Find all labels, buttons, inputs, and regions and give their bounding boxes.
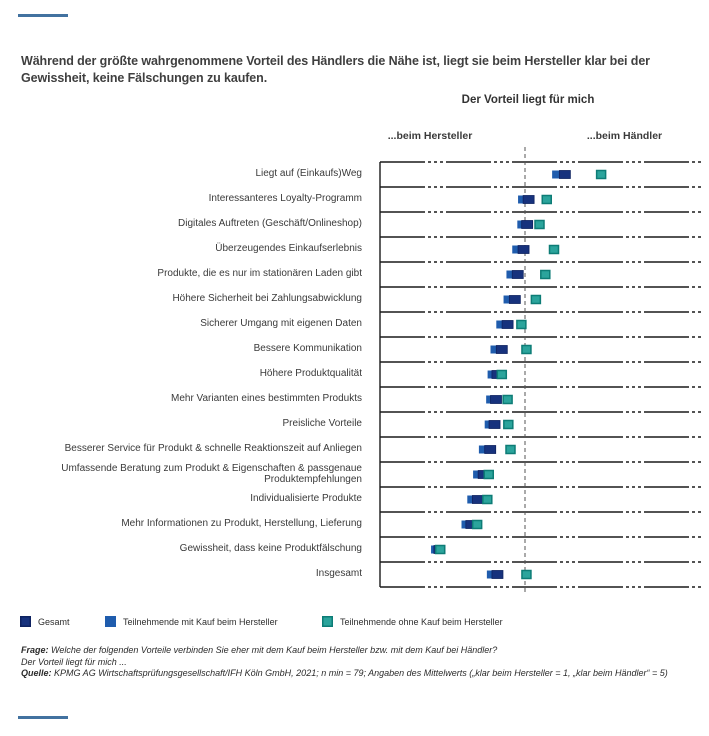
marker-gesamt bbox=[489, 421, 500, 429]
legend-chip-ohne-kauf bbox=[322, 616, 333, 627]
row-label: Besserer Service für Produkt & schnelle Reaktionszeit auf Anliegen bbox=[64, 443, 362, 455]
marker-gesamt bbox=[496, 346, 507, 354]
accent-line-bottom bbox=[18, 716, 68, 719]
row-label: Höhere Produktqualität bbox=[259, 368, 362, 380]
marker-gesamt bbox=[502, 321, 513, 329]
marker-ohne-kauf bbox=[542, 196, 551, 204]
marker-ohne-kauf bbox=[522, 346, 531, 354]
axis-label-haendler: ...beim Händler bbox=[586, 130, 663, 142]
marker-gesamt bbox=[491, 396, 502, 404]
marker-ohne-kauf bbox=[517, 321, 526, 329]
legend-item-gesamt bbox=[20, 615, 70, 628]
row-label: Bessere Kommunikation bbox=[253, 343, 362, 355]
row-label: Digitales Auftreten (Geschäft/Onlineshop) bbox=[178, 218, 362, 230]
marker-gesamt bbox=[559, 171, 570, 179]
marker-gesamt bbox=[522, 221, 533, 229]
axis-label-hersteller: ...beim Hersteller bbox=[387, 130, 473, 142]
row-label: Gewissheit, dass keine Produktfälschung bbox=[179, 543, 362, 555]
figure-headline: Während der größte wahrgenommene Vorteil des Händlers die Nähe ist, liegt sie beim Hersteller klar bei der Gewissheit, keine Fälschungen zu kaufen. bbox=[21, 54, 650, 85]
marker-gesamt bbox=[523, 196, 534, 204]
legend-label: Gesamt bbox=[38, 616, 70, 627]
marker-ohne-kauf bbox=[597, 171, 606, 179]
frage-text: Welche der folgenden Vorteile verbinden Sie eher mit dem Kauf beim Hersteller bzw. mit dem Kauf bei Händler? bbox=[48, 645, 498, 655]
row-label: Produkte, die es nur im stationären Laden gibt bbox=[157, 268, 362, 280]
row-label: Individualisierte Produkte bbox=[250, 493, 362, 505]
quelle-text: KPMG AG Wirtschaftsprüfungsgesellschaft/IFH Köln GmbH, 2021; n min = 79; Angaben des Mittelwerts („klar beim Hersteller = 1, „klar beim Händler“ = 5) bbox=[51, 668, 668, 678]
dot-plot bbox=[375, 145, 709, 597]
legend-label: Teilnehmende mit Kauf beim Hersteller bbox=[123, 616, 278, 627]
legend bbox=[0, 615, 709, 631]
marker-ohne-kauf bbox=[497, 371, 506, 379]
marker-gesamt bbox=[492, 571, 503, 579]
row-label: Interessanteres Loyalty-Programm bbox=[208, 193, 362, 205]
row-label: Liegt auf (Einkaufs)Weg bbox=[255, 168, 362, 180]
row-label: Sicherer Umgang mit eigenen Daten bbox=[200, 318, 362, 330]
marker-ohne-kauf bbox=[522, 571, 531, 579]
row-label: Mehr Varianten eines bestimmten Produkts bbox=[170, 393, 362, 405]
footnote bbox=[21, 645, 683, 680]
marker-ohne-kauf bbox=[535, 221, 544, 229]
marker-ohne-kauf bbox=[550, 246, 559, 254]
marker-ohne-kauf bbox=[506, 446, 515, 454]
row-label: Überzeugendes Einkaufserlebnis bbox=[215, 243, 362, 255]
marker-ohne-kauf bbox=[531, 296, 540, 304]
marker-ohne-kauf bbox=[541, 271, 550, 279]
marker-gesamt bbox=[509, 296, 520, 304]
row-label: Mehr Informationen zu Produkt, Herstellung, Lieferung bbox=[121, 518, 362, 530]
legend-item-mit-kauf bbox=[105, 615, 278, 628]
legend-chip-gesamt bbox=[20, 616, 31, 627]
marker-ohne-kauf bbox=[484, 471, 493, 479]
marker-ohne-kauf bbox=[504, 421, 513, 429]
marker-gesamt bbox=[485, 446, 496, 454]
legend-item-ohne-kauf bbox=[322, 615, 503, 628]
accent-line-top bbox=[18, 14, 68, 17]
marker-ohne-kauf bbox=[503, 396, 512, 404]
row-label: Höhere Sicherheit bei Zahlungsabwicklung bbox=[172, 293, 362, 305]
marker-gesamt bbox=[512, 271, 523, 279]
marker-gesamt bbox=[472, 496, 483, 504]
legend-chip-mit-kauf bbox=[105, 616, 116, 627]
marker-ohne-kauf bbox=[483, 496, 492, 504]
footnote-quelle bbox=[21, 668, 683, 680]
marker-gesamt bbox=[518, 246, 529, 254]
chart-title: Der Vorteil liegt für mich bbox=[461, 94, 595, 106]
row-label: Umfassende Beratung zum Produkt & Eigenschaften & passgenaue Produktempfehlungen bbox=[61, 463, 362, 485]
row-label: Insgesamt bbox=[315, 568, 362, 580]
footnote-frage-line2: Der Vorteil liegt für mich ... bbox=[21, 656, 127, 667]
row-label: Preisliche Vorteile bbox=[282, 418, 362, 430]
marker-ohne-kauf bbox=[436, 546, 445, 554]
frage-label: Frage: bbox=[21, 645, 49, 655]
marker-ohne-kauf bbox=[473, 521, 482, 529]
legend-label: Teilnehmende ohne Kauf beim Hersteller bbox=[340, 616, 503, 627]
quelle-label: Quelle: bbox=[21, 668, 52, 678]
footnote-frage bbox=[21, 645, 683, 657]
